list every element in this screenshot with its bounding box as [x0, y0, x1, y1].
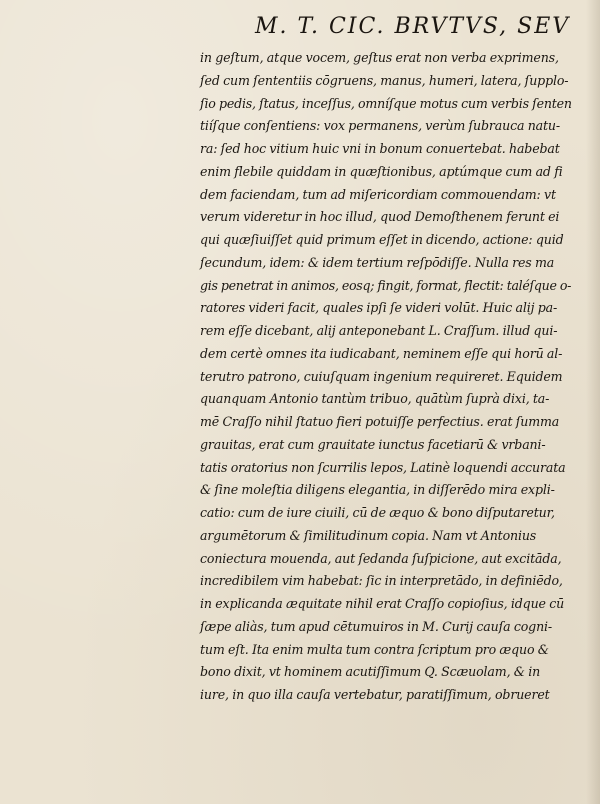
text-line: enim flebile quiddam in quæſtionibus, aptúmque cum ad fi — [200, 163, 563, 179]
running-head: M. T. CIC. BRVTVS, SEV — [255, 14, 571, 39]
text-line: qui quæſiuiſſet quid primum eſſet in dicendo, actione: quid — [200, 232, 564, 247]
text-line: quanquam Antonio tantùm tribuo, quātùm ſuprà dixi, ta- — [200, 391, 550, 407]
text-line: coniectura mouenda, aut ſedanda ſuſpicione, aut excitāda, — [200, 550, 562, 566]
text-line: incredibilem vim habebat: ſic in interpretādo, in definiēdo, — [200, 573, 563, 589]
text-line: ra: ſed hoc vitium huic vni in bonum conuertebat. habebat — [200, 141, 560, 156]
text-line: argumētorum & ſimilitudinum copia. Nam vt Antonius — [200, 527, 537, 543]
text-line: ſæpe aliàs, tum apud cētumuiros in M. Curij cauſa cogni- — [200, 618, 553, 634]
text-line: in explicanda æquitate nihil erat Craſſo copioſius, idque cū — [200, 596, 565, 611]
text-line: tiíſque conſentiens: vox permanens, verùm ſubrauca natu- — [200, 118, 560, 134]
text-line: in geſtum, atque vocem, geſtus erat non verba exprimens, — [200, 50, 559, 65]
text-line: tum eſt. Ita enim multa tum contra ſcriptum pro æquo & — [200, 641, 549, 657]
text-line: ſed cum ſententiis cōgruens, manus, humeri, latera, ſupplo- — [200, 72, 569, 88]
text-line: ſecundum, idem: & idem tertium reſpōdiſſe. Nulla res ma — [200, 254, 555, 270]
text-line: tatis oratorius non ſcurrilis lepos, Latinè loquendi accurata — [200, 459, 566, 475]
text-line: terutro patrono, cuiuſquam ingenium requireret. Equidem — [200, 368, 563, 384]
text-line: dem faciendam, tum ad miſericordiam commouendam: vt — [200, 186, 556, 202]
text-line: rem eſſe dicebant, alij anteponebant L. Craſſum. illud qui- — [200, 323, 558, 338]
text-line: & ſine moleſtia diligens elegantia, in diſſerēdo mira expli- — [200, 482, 555, 498]
text-line: verum videretur in hoc illud, quod Demoſthenem ferunt ei — [200, 209, 560, 225]
text-line: bono dixit, vt hominem acutiſſimum Q. Scæuolam, & in — [200, 664, 541, 680]
text-line: catio: cum de iure ciuili, cū de æquo & bono diſputaretur, — [200, 505, 555, 520]
text-line: grauitas, erat cum grauitate iunctus facetiarū & vrbani- — [200, 436, 546, 452]
text-line: iure, in quo illa cauſa vertebatur, paratiſſimum, obrueret — [200, 687, 550, 702]
text-line: mē Craſſo nihil ſtatuo fieri potuiſſe perfectius. erat ſumma — [200, 414, 560, 429]
text-line: dem certè omnes ita iudicabant, neminem eſſe qui horū al- — [200, 345, 563, 361]
text-block — [200, 47, 572, 707]
text-line: gis penetrat in animos, eosq; fingit, format, flectit: taléſque o- — [200, 277, 572, 293]
text-line: ratores videri facit, quales ipſi ſe videri volūt. Huic alij pa- — [200, 300, 558, 316]
text-line: ſio pedis, ſtatus, inceſſus, omníſque motus cum verbis ſenten — [200, 95, 572, 111]
